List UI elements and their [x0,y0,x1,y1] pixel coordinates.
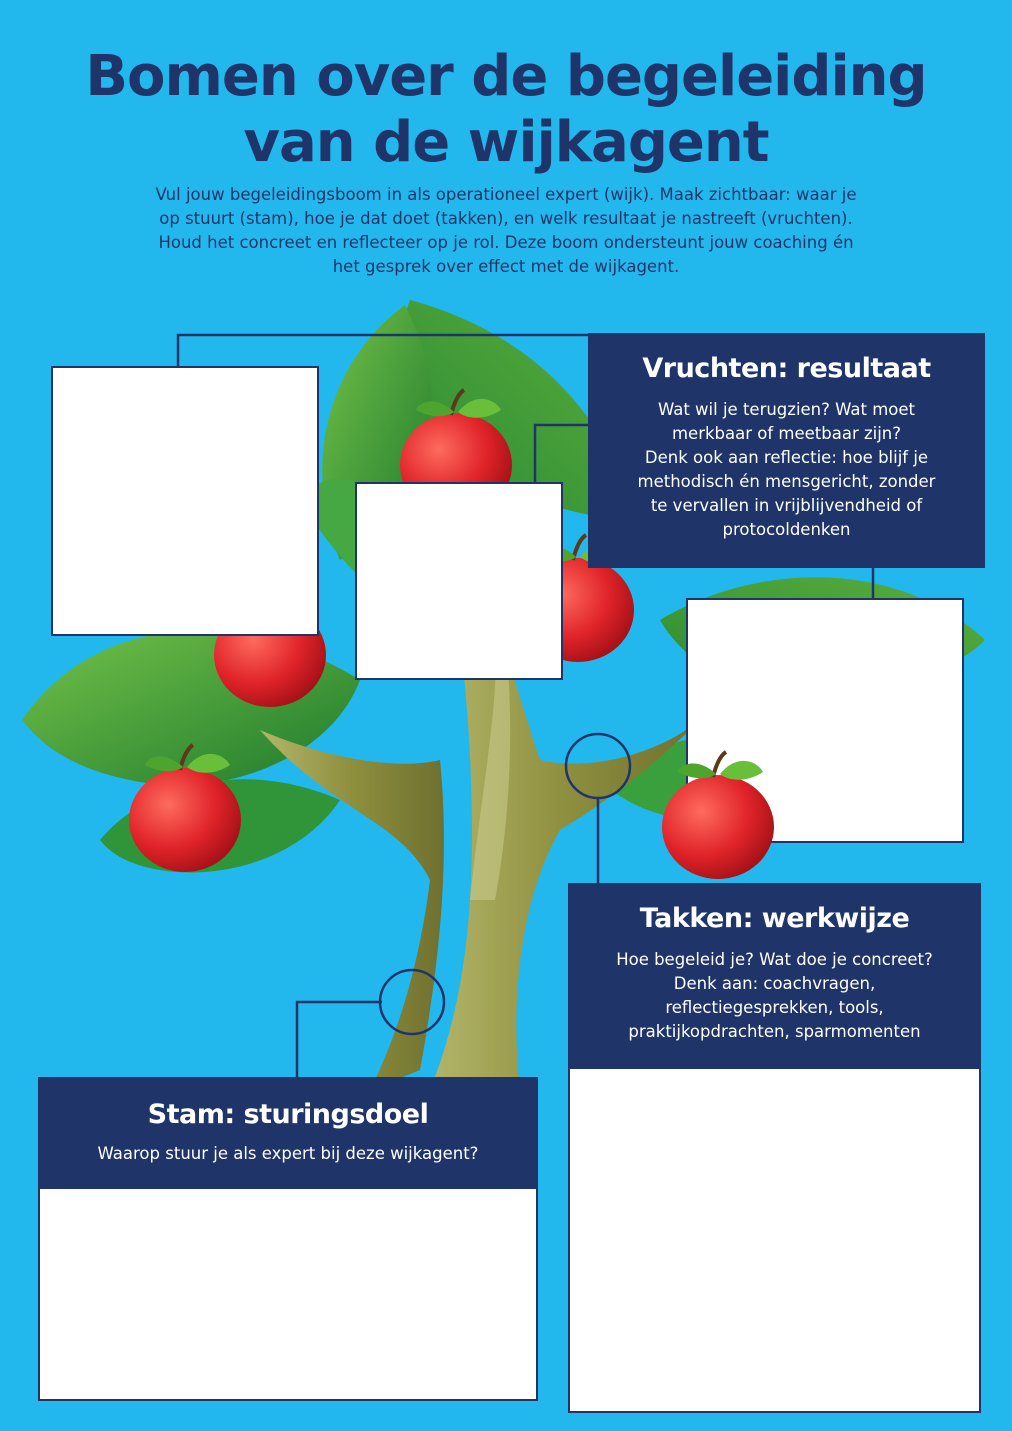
stam-answer-box[interactable] [40,1189,536,1399]
takken-line: Hoe begeleid je? Wat doe je concreet? [616,950,933,969]
takken-line: praktijkopdrachten, sparmomenten [628,1022,921,1041]
vruchten-line: merkbaar of meetbaar zijn? [671,424,902,443]
vruchten-line: protocoldenken [722,520,851,539]
takken-header [570,885,979,1069]
stam-panel [38,1077,538,1401]
stam-header [40,1079,536,1189]
takken-line: reflectiegesprekken, tools, [665,998,884,1017]
fruit-box-right[interactable] [686,598,964,843]
vruchten-panel [588,333,985,568]
fruit-box-center[interactable] [355,482,563,680]
vruchten-line: Denk ook aan reflectie: hoe blijf je [644,448,929,467]
stam-line: Waarop stuur je als expert bij deze wijkagent? [97,1144,479,1163]
fruit-box-left[interactable] [51,366,319,636]
title-line-2: van de wijkagent [243,110,769,175]
vruchten-line: te vervallen in vrijblijvendheid of [650,496,923,515]
takken-title: Takken: werkwijze [639,903,910,934]
takken-panel [568,883,981,1413]
vruchten-text [588,398,985,542]
intro-line: het gesprek over effect met de wijkagent. [332,257,680,276]
stam-text [40,1142,536,1166]
stam-title: Stam: sturingsdoel [147,1099,429,1130]
takken-answer-box[interactable] [570,1069,979,1411]
vruchten-line: methodisch én mensgericht, zonder [637,472,936,491]
takken-text [570,948,979,1044]
vruchten-title: Vruchten: resultaat [642,353,931,384]
intro-line: Vul jouw begeleidingsboom in als operationeel expert (wijk). Maak zichtbaar: waar je [155,185,857,204]
title-line-1: Bomen over de begeleiding [85,44,927,109]
takken-line: Denk aan: coachvragen, [673,974,876,993]
intro-line: Houd het concreet en reflecteer op je rol. Deze boom ondersteunt jouw coaching én [158,233,854,252]
vruchten-line: Wat wil je terugzien? Wat moet [657,400,916,419]
intro-line: op stuurt (stam), hoe je dat doet (takken), en welk resultaat je nastreeft (vruchten). [159,209,853,228]
